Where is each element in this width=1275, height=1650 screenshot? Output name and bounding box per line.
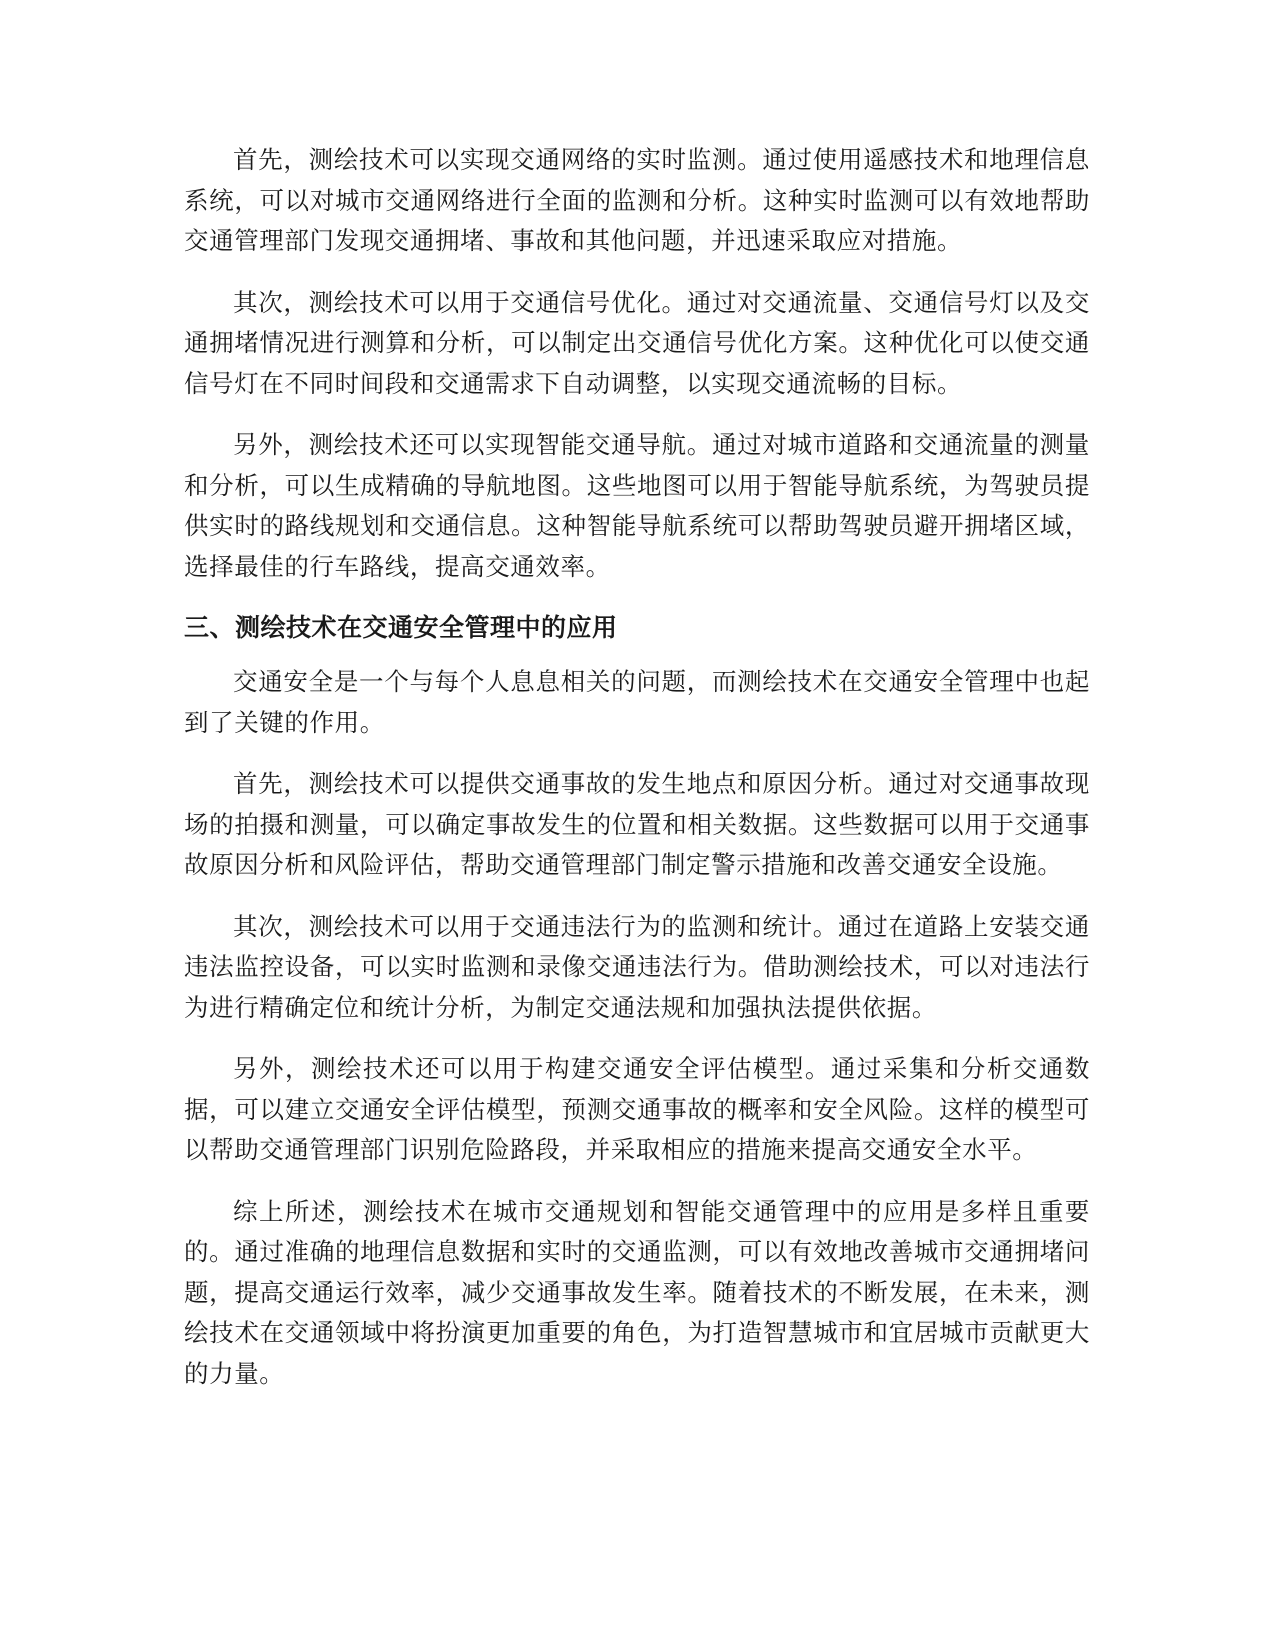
paragraph-violation-monitoring: 其次，测绘技术可以用于交通违法行为的监测和统计。通过在道路上安装交通违法监控设备，可以实时监测和录像交通违法行为。借助测绘技术，可以对违法行为进行精确定位和统计分析，为制定交通法规和加强执法提供依据。 [184,911,1090,1022]
section-heading: 三、测绘技术在交通安全管理中的应用 [184,613,618,642]
paragraph-realtime-monitoring: 首先，测绘技术可以实现交通网络的实时监测。通过使用遥感技术和地理信息系统，可以对城市交通网络进行全面的监测和分析。这种实时监测可以有效地帮助交通管理部门发现交通拥堵、事故和其他问题，并迅速采取应对措施。 [184,145,1090,255]
paragraph-safety-model: 另外，测绘技术还可以用于构建交通安全评估模型。通过采集和分析交通数据，可以建立交通安全评估模型，预测交通事故的概率和安全风险。这样的模型可以帮助交通管理部门识别危险路段，并采取相应的措施来提高交通安全水平。 [184,1054,1090,1164]
paragraph-smart-navigation: 另外，测绘技术还可以实现智能交通导航。通过对城市道路和交通流量的测量和分析，可以生成精确的导航地图。这些地图可以用于智能导航系统，为驾驶员提供实时的路线规划和交通信息。这种智能导航系统可以帮助驾驶员避开拥堵区域，选择最佳的行车路线，提高交通效率。 [184,430,1090,581]
document-page [184,140,1090,1415]
paragraph-signal-optimization: 其次，测绘技术可以用于交通信号优化。通过对交通流量、交通信号灯以及交通拥堵情况进行测算和分析，可以制定出交通信号优化方案。这种优化可以使交通信号灯在不同时间段和交通需求下自动调整，以实现交通流畅的目标。 [184,287,1090,398]
paragraph-safety-intro: 交通安全是一个与每个人息息相关的问题，而测绘技术在交通安全管理中也起到了关键的作用。 [184,667,1090,737]
paragraph-conclusion: 综上所述，测绘技术在城市交通规划和智能交通管理中的应用是多样且重要的。通过准确的地理信息数据和实时的交通监测，可以有效地改善城市交通拥堵问题，提高交通运行效率，减少交通事故发生率。随着技术的不断发展，在未来，测绘技术在交通领域中将扮演更加重要的角色，为打造智慧城市和宜居城市贡献更大的力量。 [184,1196,1090,1388]
paragraph-accident-analysis: 首先，测绘技术可以提供交通事故的发生地点和原因分析。通过对交通事故现场的拍摄和测量，可以确定事故发生的位置和相关数据。这些数据可以用于交通事故原因分析和风险评估，帮助交通管理部门制定警示措施和改善交通安全设施。 [184,769,1090,879]
